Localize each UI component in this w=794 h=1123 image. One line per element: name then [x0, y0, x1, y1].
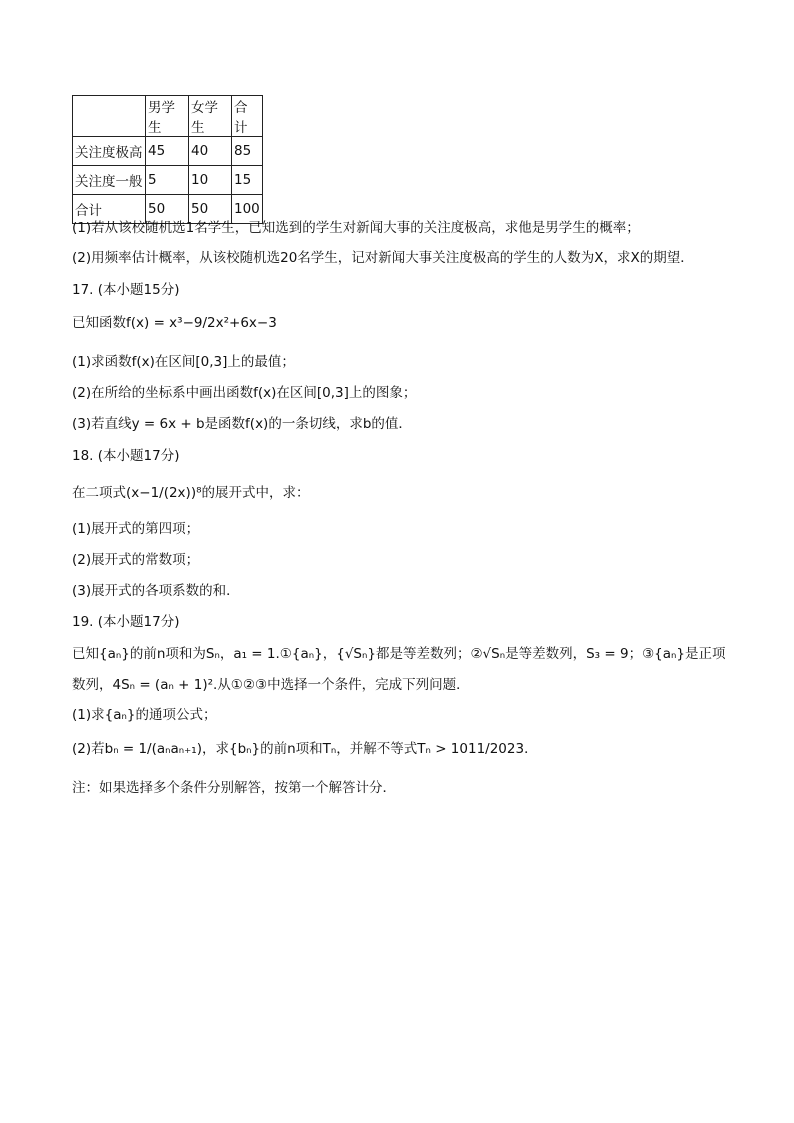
- table-row: [73, 166, 263, 195]
- q16-part1: (1)若从该校随机选1名学生，已知选到的学生对新闻大事的关注度极高，求他是男学生的概率；: [72, 220, 640, 236]
- q17-stem: 已知函数f(x) = x³−9/2x²+6x−3: [72, 315, 277, 331]
- q16-part2: (2)用频率估计概率，从该校随机选20名学生，记对新闻大事关注度极高的学生的人数为X，求X的期望．: [72, 250, 694, 266]
- table-cell: 40: [189, 137, 232, 166]
- q19-note: 注：如果选择多个条件分别解答，按第一个解答计分．: [72, 780, 396, 796]
- table-cell: 50: [146, 195, 189, 224]
- table-header-cell: 女学生: [189, 96, 232, 137]
- table-cell: 5: [146, 166, 189, 195]
- q19-part1: (1)求{aₙ}的通项公式；: [72, 707, 217, 723]
- table-cell: 合计: [73, 195, 146, 224]
- table-cell: 50: [189, 195, 232, 224]
- q18-stem: 在二项式(x−1/(2x))⁸的展开式中，求：: [72, 485, 310, 501]
- q17-part1: (1)求函数f(x)在区间[0,3]上的最值；: [72, 354, 295, 370]
- table-cell: 关注度一般: [73, 166, 146, 195]
- q18-title: 18. (本小题17分): [72, 448, 180, 464]
- q18-part3: (3)展开式的各项系数的和．: [72, 583, 240, 599]
- table-header-cell: 男学生: [146, 96, 189, 137]
- table-cell: 15: [232, 166, 263, 195]
- q19-part2: (2)若bₙ = 1/(aₙaₙ₊₁)，求{bₙ}的前n项和Tₙ，并解不等式Tₙ > 1011/2023．: [72, 741, 538, 757]
- q19-title: 19. (本小题17分): [72, 614, 180, 630]
- table-cell: [73, 96, 146, 137]
- table-header-row: [73, 96, 263, 137]
- table-cell: 10: [189, 166, 232, 195]
- q18-part2: (2)展开式的常数项；: [72, 552, 200, 568]
- q17-part2: (2)在所给的坐标系中画出函数f(x)在区间[0,3]上的图象；: [72, 385, 417, 401]
- table-row: [73, 137, 263, 166]
- table-header-cell: 合计: [232, 96, 263, 137]
- table-cell: 45: [146, 137, 189, 166]
- q18-part1: (1)展开式的第四项；: [72, 521, 200, 537]
- q17-part3: (3)若直线y = 6x + b是函数f(x)的一条切线，求b的值．: [72, 416, 412, 432]
- q17-title: 17. (本小题15分): [72, 282, 180, 298]
- table-cell: 100: [232, 195, 263, 224]
- q19-stem-line2: 数列，4Sₙ = (aₙ + 1)².从①②③中选择一个条件，完成下列问题．: [72, 677, 470, 693]
- data-table: [72, 95, 263, 224]
- q19-stem-line1: 已知{aₙ}的前n项和为Sₙ，a₁ = 1.①{aₙ}，{√Sₙ}都是等差数列；②√Sₙ是等差数列，S₃ = 9；③{aₙ}是正项: [72, 646, 726, 662]
- table-cell: 85: [232, 137, 263, 166]
- table-cell: 关注度极高: [73, 137, 146, 166]
